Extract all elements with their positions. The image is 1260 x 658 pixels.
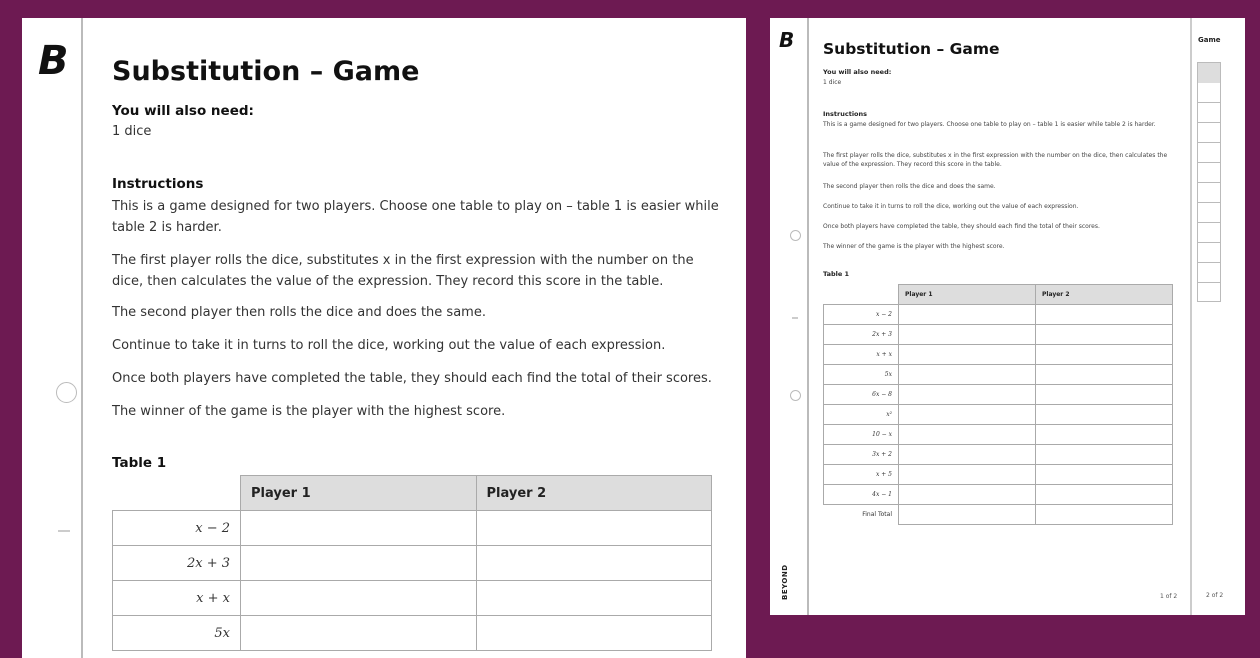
table-row [824,345,1173,365]
table-row [824,485,1173,505]
need-heading: You will also need: [823,68,892,76]
table-cell [899,365,1036,385]
paragraph: Once both players have completed the table, they should each find the total of their scores. [823,223,1100,230]
score-table [823,284,1173,525]
table-cell [899,405,1036,425]
table-cell: x − 2 [824,305,899,325]
page-number: 1 of 2 [1160,593,1178,600]
page-number: 2 of 2 [1206,592,1224,599]
page-1-preview[interactable] [770,18,1190,615]
need-item: 1 dice [823,79,842,86]
table-cell: 10 − x [824,425,899,445]
table-cell [899,465,1036,485]
fold-mark [792,317,798,319]
paragraph: This is a game designed for two players. Choose one table to play on – table 1 is easier while table 2 is harder. [823,121,1156,128]
table-cell [899,345,1036,365]
table-row [824,405,1173,425]
table-cell: 6x − 8 [824,385,899,405]
table-cell: 2x + 3 [824,325,899,345]
table-row [824,305,1173,325]
table-cell: 3x + 2 [824,445,899,465]
table-cell [1036,365,1173,385]
table-row [824,445,1173,465]
table-cell: 2x + 3 [113,546,241,581]
table-cell: x + x [113,581,241,616]
paragraph: The first player rolls the dice, substitutes x in the first expression with the number on the dice, then calculates the value of the expression. They record this score in the table. [112,253,694,289]
page-1-enlarged [22,18,746,658]
paragraph: This is a game designed for two players. Choose one table to play on – table 1 is easier while table 2 is harder. [112,199,719,235]
table-cell: Final Total [862,511,892,519]
punch-hole [56,382,77,403]
score-cell[interactable] [476,616,712,651]
table-row [824,365,1173,385]
paragraph: The second player then rolls the dice and does the same. [112,305,486,320]
table-cell: 5x [824,365,899,385]
table-cell: 5x [113,616,241,651]
table-row [113,581,712,616]
score-cell[interactable] [241,581,477,616]
table-cell [899,445,1036,465]
table-cell: x − 2 [113,511,241,546]
table-cell [1036,445,1173,465]
table-cell [899,385,1036,405]
table-cell [1036,405,1173,425]
paragraph: The second player then rolls the dice and does the same. [823,183,996,190]
score-cell[interactable] [241,546,477,581]
score-cell[interactable] [241,511,477,546]
table-row [113,511,712,546]
table-row [824,425,1173,445]
margin-line [81,18,83,658]
table-cell [899,505,1036,525]
punch-hole [790,230,801,241]
page-2-table [1197,62,1221,302]
need-item: 1 dice [112,124,152,139]
table-cell: 4x − 1 [824,485,899,505]
paragraph: Once both players have completed the table, they should each find the total of their scores. [112,371,712,386]
column-header: Player 1 [899,285,1036,305]
table-cell [1036,485,1173,505]
table-cell [899,425,1036,445]
paragraph: The first player rolls the dice, substitutes x in the first expression with the number on the dice, then calculates the value of the expression. They record this score in the table. [823,152,1168,168]
page-2-title: Game [1198,36,1221,44]
page-title: Substitution – Game [112,56,420,87]
instructions-heading: Instructions [112,176,204,192]
logo-icon: B [38,38,69,84]
paragraph: The winner of the game is the player with the highest score. [823,243,1005,250]
paragraph: Continue to take it in turns to roll the dice, working out the value of each expression. [823,203,1079,210]
score-cell[interactable] [476,546,712,581]
table-cell [1036,425,1173,445]
column-header: Player 2 [1036,285,1173,305]
punch-hole [790,390,801,401]
table-cell [899,305,1036,325]
table-title: Table 1 [112,455,167,471]
score-table [112,475,712,651]
table-cell [1036,505,1173,525]
table-cell: x + x [824,345,899,365]
score-cell[interactable] [476,581,712,616]
table-row [824,325,1173,345]
table-corner [824,285,899,305]
need-heading: You will also need: [112,103,254,119]
logo-icon: B [779,28,795,52]
score-cell[interactable] [241,616,477,651]
table-cell: x + 5 [824,465,899,485]
table-row [824,465,1173,485]
page-2-preview[interactable] [1190,18,1245,615]
table-corner [113,476,241,511]
table-cell [899,325,1036,345]
table-row [824,385,1173,405]
table-cell [899,485,1036,505]
page-title: Substitution – Game [823,40,1000,58]
table-row [113,546,712,581]
column-header: Player 2 [476,476,712,511]
table-row [113,616,712,651]
table-cell [1036,325,1173,345]
final-total-row [824,505,1173,525]
table-cell: x² [824,405,899,425]
table-cell [1036,305,1173,325]
table-cell [1036,385,1173,405]
table-title: Table 1 [823,270,850,278]
margin-line [807,18,809,615]
fold-mark [58,530,70,532]
table-cell [1036,465,1173,485]
paragraph: Continue to take it in turns to roll the dice, working out the value of each expression. [112,338,666,353]
score-cell[interactable] [476,511,712,546]
instructions-heading: Instructions [823,110,868,118]
column-header: Player 1 [241,476,477,511]
brand-logo: BEYOND [781,564,789,600]
table-cell [1036,345,1173,365]
paragraph: The winner of the game is the player with the highest score. [112,404,506,419]
